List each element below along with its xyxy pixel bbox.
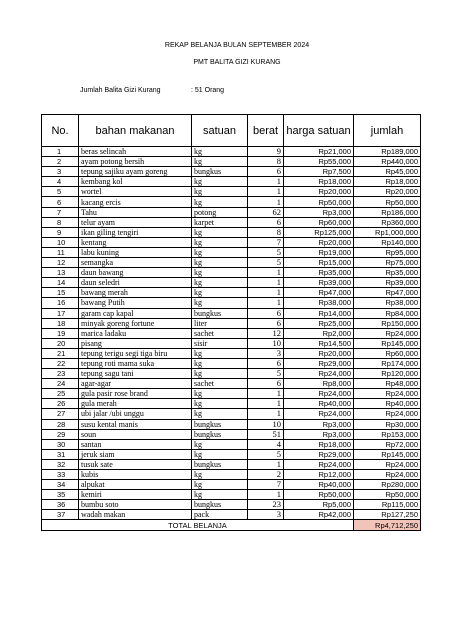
row-no: 1 (42, 147, 79, 157)
row-price: Rp24,000 (284, 389, 354, 399)
row-unit: kg (192, 389, 248, 399)
row-unit: kg (192, 227, 248, 237)
row-item: tepung sagu tani (79, 369, 192, 379)
row-price: Rp60,000 (284, 217, 354, 227)
row-unit: kg (192, 358, 248, 368)
row-unit: kg (192, 470, 248, 480)
row-no: 11 (42, 247, 79, 257)
row-qty: 1 (248, 268, 284, 278)
row-total: Rp50,000 (354, 490, 421, 500)
table-row (42, 369, 421, 379)
row-price: Rp24,000 (284, 409, 354, 419)
row-no: 4 (42, 177, 79, 187)
row-no: 28 (42, 419, 79, 429)
row-price: Rp55,000 (284, 157, 354, 167)
row-item: tusuk sate (79, 459, 192, 469)
row-total: Rp72,000 (354, 439, 421, 449)
row-no: 20 (42, 338, 79, 348)
row-item: santan (79, 439, 192, 449)
row-unit: kg (192, 278, 248, 288)
table-row (42, 268, 421, 278)
row-unit: kg (192, 369, 248, 379)
row-qty: 1 (248, 177, 284, 187)
row-total: Rp38,000 (354, 298, 421, 308)
row-unit: bungkus (192, 419, 248, 429)
row-total: Rp24,000 (354, 409, 421, 419)
row-no: 21 (42, 348, 79, 358)
row-no: 26 (42, 399, 79, 409)
table-row (42, 510, 421, 520)
row-item: agar-agar (79, 379, 192, 389)
row-price: Rp40,000 (284, 480, 354, 490)
row-qty: 2 (248, 470, 284, 480)
row-price: Rp50,000 (284, 490, 354, 500)
row-total: Rp280,000 (354, 480, 421, 490)
table-row (42, 247, 421, 257)
row-no: 10 (42, 237, 79, 247)
table-row (42, 459, 421, 469)
row-total: Rp20,000 (354, 187, 421, 197)
row-unit: kg (192, 197, 248, 207)
row-price: Rp25,000 (284, 318, 354, 328)
row-unit: bungkus (192, 308, 248, 318)
row-no: 12 (42, 258, 79, 268)
table-row (42, 177, 421, 187)
row-item: kacang ercis (79, 197, 192, 207)
row-no: 29 (42, 429, 79, 439)
row-unit: kg (192, 409, 248, 419)
table-row (42, 258, 421, 268)
row-total: Rp140,000 (354, 237, 421, 247)
row-item: daun bawang (79, 268, 192, 278)
row-total: Rp50,000 (354, 197, 421, 207)
table-row (42, 399, 421, 409)
header-unit: satuan (192, 115, 248, 147)
row-total: Rp115,000 (354, 500, 421, 510)
table-row (42, 348, 421, 358)
row-item: kentang (79, 237, 192, 247)
row-unit: kg (192, 247, 248, 257)
row-unit: kg (192, 348, 248, 358)
header-no: No. (42, 115, 79, 147)
row-item: labu kuning (79, 247, 192, 257)
table-row (42, 237, 421, 247)
row-qty: 5 (248, 449, 284, 459)
table-row (42, 157, 421, 167)
row-total: Rp40,000 (354, 399, 421, 409)
row-total: Rp84,000 (354, 308, 421, 318)
row-item: bawang merah (79, 288, 192, 298)
row-qty: 23 (248, 500, 284, 510)
row-qty: 1 (248, 389, 284, 399)
total-value: Rp4,712,250 (354, 520, 421, 531)
beneficiary-count-value: : 51 Orang (191, 87, 225, 94)
row-item: gula merah (79, 399, 192, 409)
row-item: garam cap kapal (79, 308, 192, 318)
row-price: Rp42,000 (284, 510, 354, 520)
table-row (42, 500, 421, 510)
row-total: Rp24,000 (354, 389, 421, 399)
row-item: minyak goreng fortune (79, 318, 192, 328)
row-price: Rp2,000 (284, 328, 354, 338)
table-row (42, 409, 421, 419)
row-no: 24 (42, 379, 79, 389)
row-qty: 9 (248, 147, 284, 157)
row-price: Rp21,000 (284, 147, 354, 157)
row-unit: liter (192, 318, 248, 328)
row-no: 34 (42, 480, 79, 490)
row-item: ikan giling tengiri (79, 227, 192, 237)
row-qty: 1 (248, 459, 284, 469)
row-total: Rp45,000 (354, 167, 421, 177)
row-price: Rp12,000 (284, 470, 354, 480)
row-price: Rp50,000 (284, 197, 354, 207)
row-no: 9 (42, 227, 79, 237)
row-price: Rp40,000 (284, 399, 354, 409)
row-no: 19 (42, 328, 79, 338)
row-qty: 12 (248, 328, 284, 338)
row-price: Rp14,000 (284, 308, 354, 318)
row-price: Rp3,000 (284, 419, 354, 429)
row-item: ayam potong bersih (79, 157, 192, 167)
row-qty: 6 (248, 358, 284, 368)
row-no: 17 (42, 308, 79, 318)
row-total: Rp24,000 (354, 328, 421, 338)
row-price: Rp38,000 (284, 298, 354, 308)
row-price: Rp35,000 (284, 268, 354, 278)
row-total: Rp60,000 (354, 348, 421, 358)
row-item: tepung sajiku ayam goreng (79, 167, 192, 177)
row-qty: 1 (248, 399, 284, 409)
row-item: gula pasir rose brand (79, 389, 192, 399)
row-no: 3 (42, 167, 79, 177)
row-item: ubi jalar /ubi unggu (79, 409, 192, 419)
row-qty: 6 (248, 217, 284, 227)
row-total: Rp186,000 (354, 207, 421, 217)
row-qty: 10 (248, 419, 284, 429)
row-total: Rp145,000 (354, 338, 421, 348)
table-row (42, 379, 421, 389)
table-row (42, 358, 421, 368)
row-item: susu kental manis (79, 419, 192, 429)
row-item: wadah makan (79, 510, 192, 520)
row-no: 30 (42, 439, 79, 449)
row-price: Rp20,000 (284, 237, 354, 247)
row-no: 7 (42, 207, 79, 217)
row-item: alpukat (79, 480, 192, 490)
table-row (42, 147, 421, 157)
row-unit: kg (192, 177, 248, 187)
row-price: Rp8,000 (284, 379, 354, 389)
row-total: Rp153,000 (354, 429, 421, 439)
table-row (42, 207, 421, 217)
row-total: Rp35,000 (354, 268, 421, 278)
total-label: TOTAL BELANJA (42, 520, 354, 531)
row-item: kubis (79, 470, 192, 480)
table-row (42, 318, 421, 328)
row-unit: potong (192, 207, 248, 217)
row-unit: kg (192, 298, 248, 308)
row-no: 8 (42, 217, 79, 227)
row-qty: 5 (248, 247, 284, 257)
row-price: Rp29,000 (284, 449, 354, 459)
row-price: Rp24,000 (284, 369, 354, 379)
row-unit: sachet (192, 328, 248, 338)
table-row (42, 449, 421, 459)
row-item: pisang (79, 338, 192, 348)
row-no: 25 (42, 389, 79, 399)
table-row (42, 439, 421, 449)
row-qty: 1 (248, 298, 284, 308)
row-unit: bungkus (192, 429, 248, 439)
header-total: jumlah (354, 115, 421, 147)
row-no: 27 (42, 409, 79, 419)
row-qty: 1 (248, 278, 284, 288)
row-item: wortel (79, 187, 192, 197)
row-price: Rp47,000 (284, 288, 354, 298)
row-no: 31 (42, 449, 79, 459)
row-unit: bungkus (192, 459, 248, 469)
row-total: Rp30,000 (354, 419, 421, 429)
table-row (42, 480, 421, 490)
row-no: 23 (42, 369, 79, 379)
row-no: 32 (42, 459, 79, 469)
table-row (42, 187, 421, 197)
table-row (42, 278, 421, 288)
row-item: semangka (79, 258, 192, 268)
table-row (42, 470, 421, 480)
row-total: Rp47,000 (354, 288, 421, 298)
row-item: jeruk siam (79, 449, 192, 459)
row-no: 14 (42, 278, 79, 288)
table-row (42, 217, 421, 227)
row-qty: 62 (248, 207, 284, 217)
row-qty: 1 (248, 197, 284, 207)
row-price: Rp20,000 (284, 187, 354, 197)
row-qty: 10 (248, 338, 284, 348)
row-unit: bungkus (192, 500, 248, 510)
row-price: Rp18,000 (284, 177, 354, 187)
table-row (42, 227, 421, 237)
row-price: Rp19,000 (284, 247, 354, 257)
row-item: tepung terigu segi tiga biru (79, 348, 192, 358)
row-item: bawang Putih (79, 298, 192, 308)
row-total: Rp189,000 (354, 147, 421, 157)
row-price: Rp125,000 (284, 227, 354, 237)
row-qty: 8 (248, 157, 284, 167)
row-no: 35 (42, 490, 79, 500)
header-qty: berat (248, 115, 284, 147)
row-unit: kg (192, 258, 248, 268)
row-unit: kg (192, 187, 248, 197)
table-row (42, 419, 421, 429)
table-row (42, 328, 421, 338)
table-header-row (42, 115, 421, 147)
row-qty: 6 (248, 379, 284, 389)
row-total: Rp95,000 (354, 247, 421, 257)
row-unit: kg (192, 490, 248, 500)
row-no: 6 (42, 197, 79, 207)
row-total: Rp24,000 (354, 459, 421, 469)
row-item: telur ayam (79, 217, 192, 227)
row-no: 2 (42, 157, 79, 167)
row-unit: kg (192, 157, 248, 167)
row-total: Rp150,000 (354, 318, 421, 328)
table-row (42, 167, 421, 177)
row-price: Rp20,000 (284, 348, 354, 358)
table-row (42, 288, 421, 298)
row-qty: 7 (248, 237, 284, 247)
row-no: 22 (42, 358, 79, 368)
row-unit: sachet (192, 379, 248, 389)
row-total: Rp24,000 (354, 470, 421, 480)
row-item: kemiri (79, 490, 192, 500)
row-no: 16 (42, 298, 79, 308)
row-unit: kg (192, 480, 248, 490)
table-row (42, 338, 421, 348)
row-item: marica ladaku (79, 328, 192, 338)
row-qty: 5 (248, 369, 284, 379)
row-total: Rp39,000 (354, 278, 421, 288)
row-item: soun (79, 429, 192, 439)
row-total: Rp360,000 (354, 217, 421, 227)
row-unit: kg (192, 147, 248, 157)
table-row (42, 298, 421, 308)
row-price: Rp14,500 (284, 338, 354, 348)
row-price: Rp29,000 (284, 358, 354, 368)
row-total: Rp18,000 (354, 177, 421, 187)
row-qty: 7 (248, 480, 284, 490)
row-item: bumbu soto (79, 500, 192, 510)
row-unit: karpet (192, 217, 248, 227)
row-total: Rp174,000 (354, 358, 421, 368)
row-unit: bungkus (192, 167, 248, 177)
row-no: 37 (42, 510, 79, 520)
row-price: Rp7,500 (284, 167, 354, 177)
row-qty: 1 (248, 288, 284, 298)
row-qty: 5 (248, 258, 284, 268)
row-item: kembang kol (79, 177, 192, 187)
row-qty: 1 (248, 490, 284, 500)
row-qty: 6 (248, 308, 284, 318)
row-total: Rp75,000 (354, 258, 421, 268)
table-row (42, 389, 421, 399)
total-row (42, 520, 421, 531)
row-qty: 3 (248, 510, 284, 520)
row-unit: kg (192, 237, 248, 247)
row-unit: kg (192, 268, 248, 278)
row-price: Rp24,000 (284, 459, 354, 469)
header-price: harga satuan (284, 115, 354, 147)
row-qty: 8 (248, 227, 284, 237)
row-no: 33 (42, 470, 79, 480)
row-item: beras selincah (79, 147, 192, 157)
row-total: Rp48,000 (354, 379, 421, 389)
row-unit: kg (192, 399, 248, 409)
row-qty: 4 (248, 439, 284, 449)
table-row (42, 197, 421, 207)
table-row (42, 429, 421, 439)
row-no: 15 (42, 288, 79, 298)
report-subtitle: PMT BALITA GIZI KURANG (193, 59, 281, 66)
row-unit: kg (192, 439, 248, 449)
row-item: daun seledri (79, 278, 192, 288)
shopping-table (41, 114, 421, 531)
row-unit: kg (192, 449, 248, 459)
row-qty: 1 (248, 409, 284, 419)
row-price: Rp18,000 (284, 439, 354, 449)
row-qty: 6 (248, 167, 284, 177)
row-price: Rp39,000 (284, 278, 354, 288)
row-total: Rp1,000,000 (354, 227, 421, 237)
row-price: Rp3,000 (284, 429, 354, 439)
row-qty: 6 (248, 318, 284, 328)
row-total: Rp127,250 (354, 510, 421, 520)
row-price: Rp3,000 (284, 207, 354, 217)
table-body (42, 147, 421, 520)
row-unit: pack (192, 510, 248, 520)
row-qty: 51 (248, 429, 284, 439)
row-item: Tahu (79, 207, 192, 217)
beneficiary-count-label: Jumlah Balita Gizi Kurang (80, 87, 161, 94)
row-qty: 3 (248, 348, 284, 358)
row-total: Rp440,000 (354, 157, 421, 167)
row-total: Rp120,000 (354, 369, 421, 379)
report-title: REKAP BELANJA BULAN SEPTEMBER 2024 (164, 42, 310, 49)
row-item: tepung roti mama suka (79, 358, 192, 368)
row-price: Rp5,000 (284, 500, 354, 510)
row-price: Rp15,000 (284, 258, 354, 268)
row-unit: kg (192, 288, 248, 298)
header-item: bahan makanan (79, 115, 192, 147)
row-no: 18 (42, 318, 79, 328)
table-row (42, 308, 421, 318)
row-total: Rp145,000 (354, 449, 421, 459)
row-qty: 1 (248, 187, 284, 197)
row-no: 13 (42, 268, 79, 278)
table-row (42, 490, 421, 500)
row-unit: sisir (192, 338, 248, 348)
row-no: 5 (42, 187, 79, 197)
row-no: 36 (42, 500, 79, 510)
